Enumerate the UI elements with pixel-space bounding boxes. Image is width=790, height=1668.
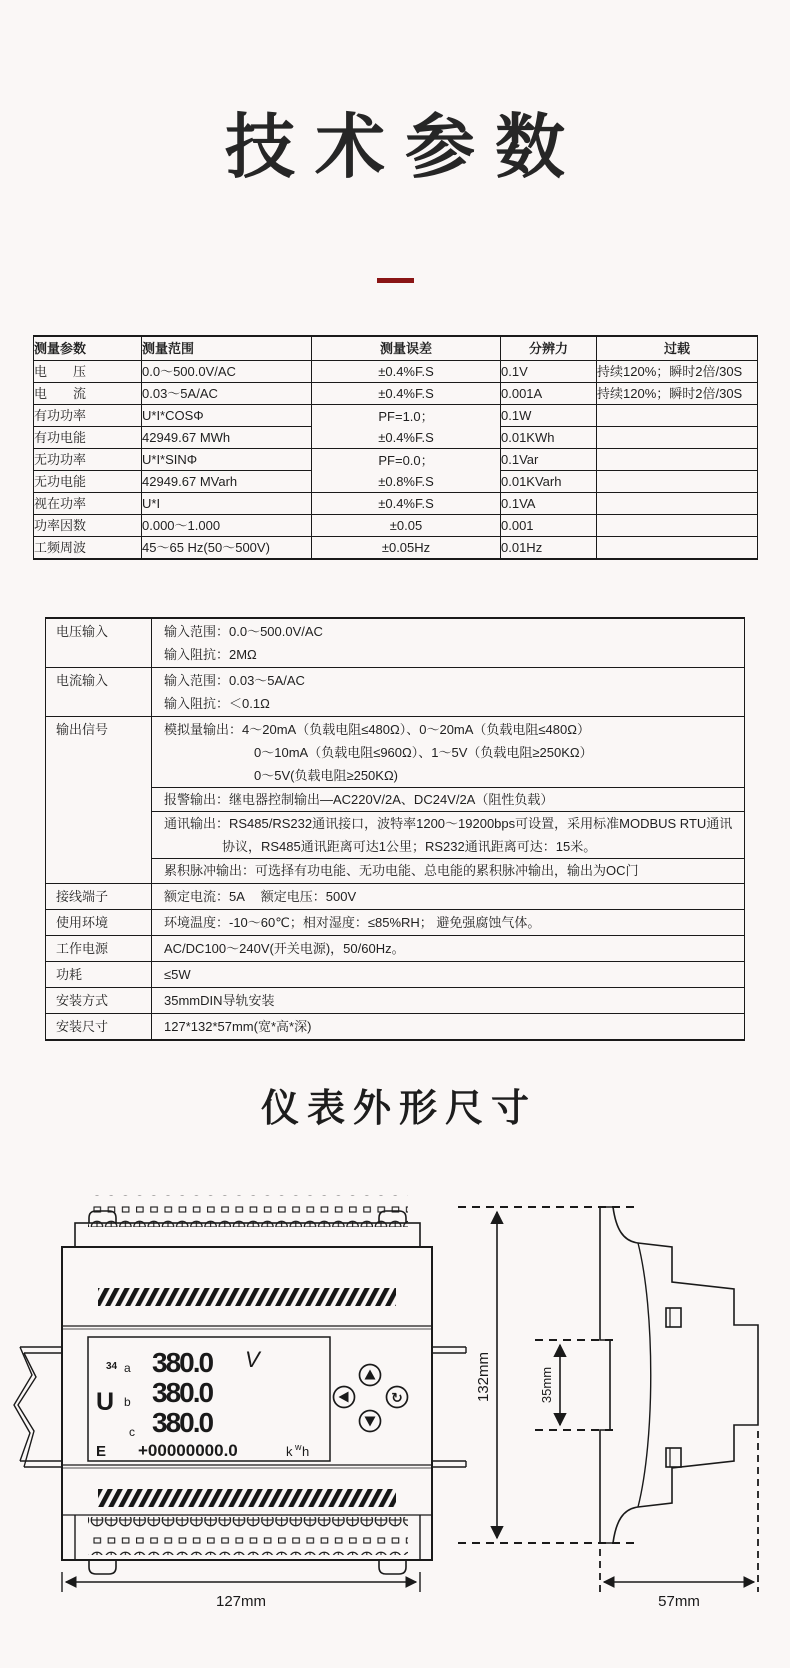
cell-error: PF=1.0； (378, 408, 434, 424)
table-row (34, 515, 758, 537)
up-arrow-icon (365, 1369, 376, 1379)
io-row (46, 1013, 744, 1039)
io-row-label: 电压输入 (46, 619, 152, 667)
cell-error: ±0.05 (312, 515, 501, 537)
cell-range: U*I (142, 493, 312, 515)
cell-error: PF=0.0； (378, 452, 434, 468)
lcd-energy-value: +00000000.0 (138, 1440, 238, 1460)
io-row-line: 协议，RS485通讯距离可达1公里；RS232通讯距离可达：15米。 (222, 839, 597, 854)
left-arrow-icon (339, 1391, 349, 1402)
table-header-row (34, 336, 758, 361)
io-subrow (152, 811, 744, 858)
io-row-label: 安装尺寸 (46, 1014, 152, 1039)
io-row-line: 额定电流：5A 额定电压：500V (164, 889, 357, 904)
lcd-voltage-row-a: 380.0 (152, 1346, 213, 1378)
cell-param: 无功功率 (34, 449, 142, 471)
io-row-line: 0～5V(负载电阻≥250KΩ) (254, 768, 399, 783)
table-row (34, 449, 758, 471)
io-row-label: 安装方式 (46, 988, 152, 1013)
din-rail-right (432, 1347, 466, 1467)
io-row-line: 35mmDIN导轨安装 (164, 993, 275, 1008)
col-header-param: 测量参数 (34, 336, 142, 361)
table-row (34, 361, 758, 383)
cell-error: ±0.05Hz (312, 537, 501, 560)
top-terminal-screws (88, 1195, 408, 1227)
side-face-curve (638, 1243, 651, 1507)
cell-res: 0.01Hz (501, 537, 597, 560)
section-title-dimensions: 仪表外形尺寸 (260, 1088, 537, 1130)
measurement-table (33, 335, 758, 560)
cell-error-merged (312, 405, 501, 449)
io-subrow (152, 858, 744, 882)
io-row-line: 累积脉冲输出：可选择有功电能、无功电能、总电能的累积脉冲输出，输出为OC门 (164, 863, 639, 878)
cell-overload (597, 449, 758, 471)
cell-error: ±0.8%F.S (378, 473, 434, 489)
cell-res: 0.01KWh (501, 427, 597, 449)
down-arrow-icon (365, 1416, 376, 1426)
io-row-label: 接线端子 (46, 884, 152, 909)
io-row-label: 功耗 (46, 962, 152, 987)
cell-param: 有功功率 (34, 405, 142, 427)
cell-range: 0.000～1.000 (142, 515, 312, 537)
io-row-label: 电流输入 (46, 668, 152, 716)
lcd-energy-unit-h: h (302, 1443, 310, 1459)
io-row-line: 输入范围：0.0～500.0V/AC (164, 624, 323, 639)
io-row (46, 909, 744, 935)
din-rail-left (14, 1347, 62, 1467)
col-header-overload: 过载 (597, 336, 758, 361)
bottom-ear-left (89, 1560, 116, 1574)
io-spec-table (45, 617, 745, 1041)
io-row-line: 输入阻抗：2MΩ (164, 647, 257, 662)
rail-break-zigzag-inner (18, 1353, 36, 1467)
table-row (34, 537, 758, 560)
cell-overload (597, 493, 758, 515)
lcd-voltage-row-c: 380.0 (152, 1406, 213, 1438)
cell-range: 42949.67 MWh (142, 427, 312, 449)
io-row (46, 935, 744, 961)
col-header-res: 分辨力 (501, 336, 597, 361)
io-row (46, 883, 744, 909)
io-row (46, 961, 744, 987)
cell-res: 0.01KVarh (501, 471, 597, 493)
title-divider (377, 278, 414, 283)
page-title: 技术参数 (225, 108, 585, 186)
io-row (46, 716, 744, 883)
din-clip-top (666, 1308, 681, 1327)
io-row-label: 使用环境 (46, 910, 152, 935)
cycle-icon: ↻ (391, 1389, 403, 1406)
col-header-range: 测量范围 (142, 336, 312, 361)
cell-res: 0.1W (501, 405, 597, 427)
io-row-line: 环境温度：-10～60℃；相对湿度：≤85%RH； 避免强腐蚀气体。 (164, 915, 541, 930)
col-header-error: 测量误差 (312, 336, 501, 361)
dim-label-35mm: 35mm (539, 1366, 554, 1403)
table-row (34, 493, 758, 515)
table-row (34, 383, 758, 405)
cell-res: 0.001A (501, 383, 597, 405)
io-row (46, 667, 744, 716)
lcd-phase-a-label: a (124, 1360, 131, 1375)
cell-overload: 持续120%；瞬时2倍/30S (597, 383, 758, 405)
cell-error: ±0.4%F.S (312, 361, 501, 383)
side-profile-outline (600, 1207, 758, 1543)
io-row-line: 报警输出：继电器控制输出—AC220V/2A、DC24V/2A（阻性负载） (164, 792, 554, 807)
io-row (46, 987, 744, 1013)
cell-res: 0.001 (501, 515, 597, 537)
io-row-line: 输入阻抗：＜0.1Ω (164, 696, 270, 711)
vent-strip-bottom (98, 1489, 396, 1507)
bottom-terminal-screws (88, 1517, 408, 1555)
cell-param: 无功电能 (34, 471, 142, 493)
cell-param: 电 流 (34, 383, 142, 405)
cell-param: 功率因数 (34, 515, 142, 537)
lcd-u-label: U (96, 1387, 115, 1416)
cell-overload (597, 471, 758, 493)
io-row-line: 通讯输出：RS485/RS232通讯接口，波特率1200～19200bps可设置，采用标准MODBUS RTU通讯 (164, 816, 733, 831)
cell-error: ±0.4%F.S (312, 383, 501, 405)
bottom-ear-right (379, 1560, 406, 1574)
cell-range: 42949.67 MVarh (142, 471, 312, 493)
lcd-phase-c-label: c (129, 1424, 135, 1439)
lcd-energy-unit-w: w (295, 1441, 302, 1452)
meter-side-view (600, 1207, 758, 1543)
dim-label-127mm: 127mm (215, 1592, 267, 1610)
cell-range: U*I*COSΦ (142, 405, 312, 427)
cell-range: U*I*SINΦ (142, 449, 312, 471)
cell-param: 有功电能 (34, 427, 142, 449)
lcd-voltage-row-b: 380.0 (152, 1376, 213, 1408)
lcd-volt-unit: V (245, 1346, 260, 1372)
io-row-line: 输入范围：0.03～5A/AC (164, 673, 305, 688)
lcd-energy-unit-k: k (286, 1443, 293, 1459)
cell-res: 0.1VA (501, 493, 597, 515)
cell-param: 视在功率 (34, 493, 142, 515)
dimension-rail-35mm (535, 1340, 616, 1430)
cell-param: 电 压 (34, 361, 142, 383)
cell-overload: 持续120%；瞬时2倍/30S (597, 361, 758, 383)
io-row-line: 127*132*57mm(宽*高*深) (164, 1019, 312, 1034)
cell-res: 0.1Var (501, 449, 597, 471)
io-row-line: AC/DC100～240V(开关电源)，50/60Hz。 (164, 941, 405, 956)
cell-overload (597, 537, 758, 560)
cell-range: 0.0～500.0V/AC (142, 361, 312, 383)
din-clip-bottom (666, 1448, 681, 1467)
io-row-line: ≤5W (164, 967, 191, 982)
dim-label-132mm: 132mm (475, 1351, 492, 1402)
cell-param: 工频周波 (34, 537, 142, 560)
io-subrow (152, 718, 744, 787)
io-row-line: 0～10mA（负载电阻≤960Ω）、1～5V（负载电阻≥250KΩ） (254, 745, 593, 760)
cell-error-merged (312, 449, 501, 493)
cell-error: ±0.4%F.S (378, 429, 434, 445)
meter-dimension-drawing (0, 1165, 790, 1665)
table-row (34, 405, 758, 427)
cell-range: 45～65 Hz(50～500V) (142, 537, 312, 560)
cell-overload (597, 427, 758, 449)
lcd-energy-label: E (96, 1442, 107, 1460)
button-cluster (334, 1364, 408, 1431)
cell-overload (597, 515, 758, 537)
cell-error: ±0.4%F.S (312, 493, 501, 515)
dimension-width-127mm (62, 1572, 420, 1610)
cell-res: 0.1V (501, 361, 597, 383)
meter-front-view (14, 1195, 466, 1574)
lcd-mode-label: 34 (106, 1360, 118, 1372)
lcd-phase-b-label: b (124, 1394, 131, 1409)
cell-overload (597, 405, 758, 427)
dim-label-57mm: 57mm (658, 1592, 700, 1610)
vent-strip-top (98, 1288, 396, 1306)
io-row-label: 工作电源 (46, 936, 152, 961)
io-row (46, 619, 744, 667)
io-subrow (152, 787, 744, 811)
cell-range: 0.03～5A/AC (142, 383, 312, 405)
io-row-label: 输出信号 (46, 717, 152, 883)
io-row-line: 模拟量输出：4～20mA（负载电阻≤480Ω）、0～20mA（负载电阻≤480Ω） (164, 722, 590, 737)
